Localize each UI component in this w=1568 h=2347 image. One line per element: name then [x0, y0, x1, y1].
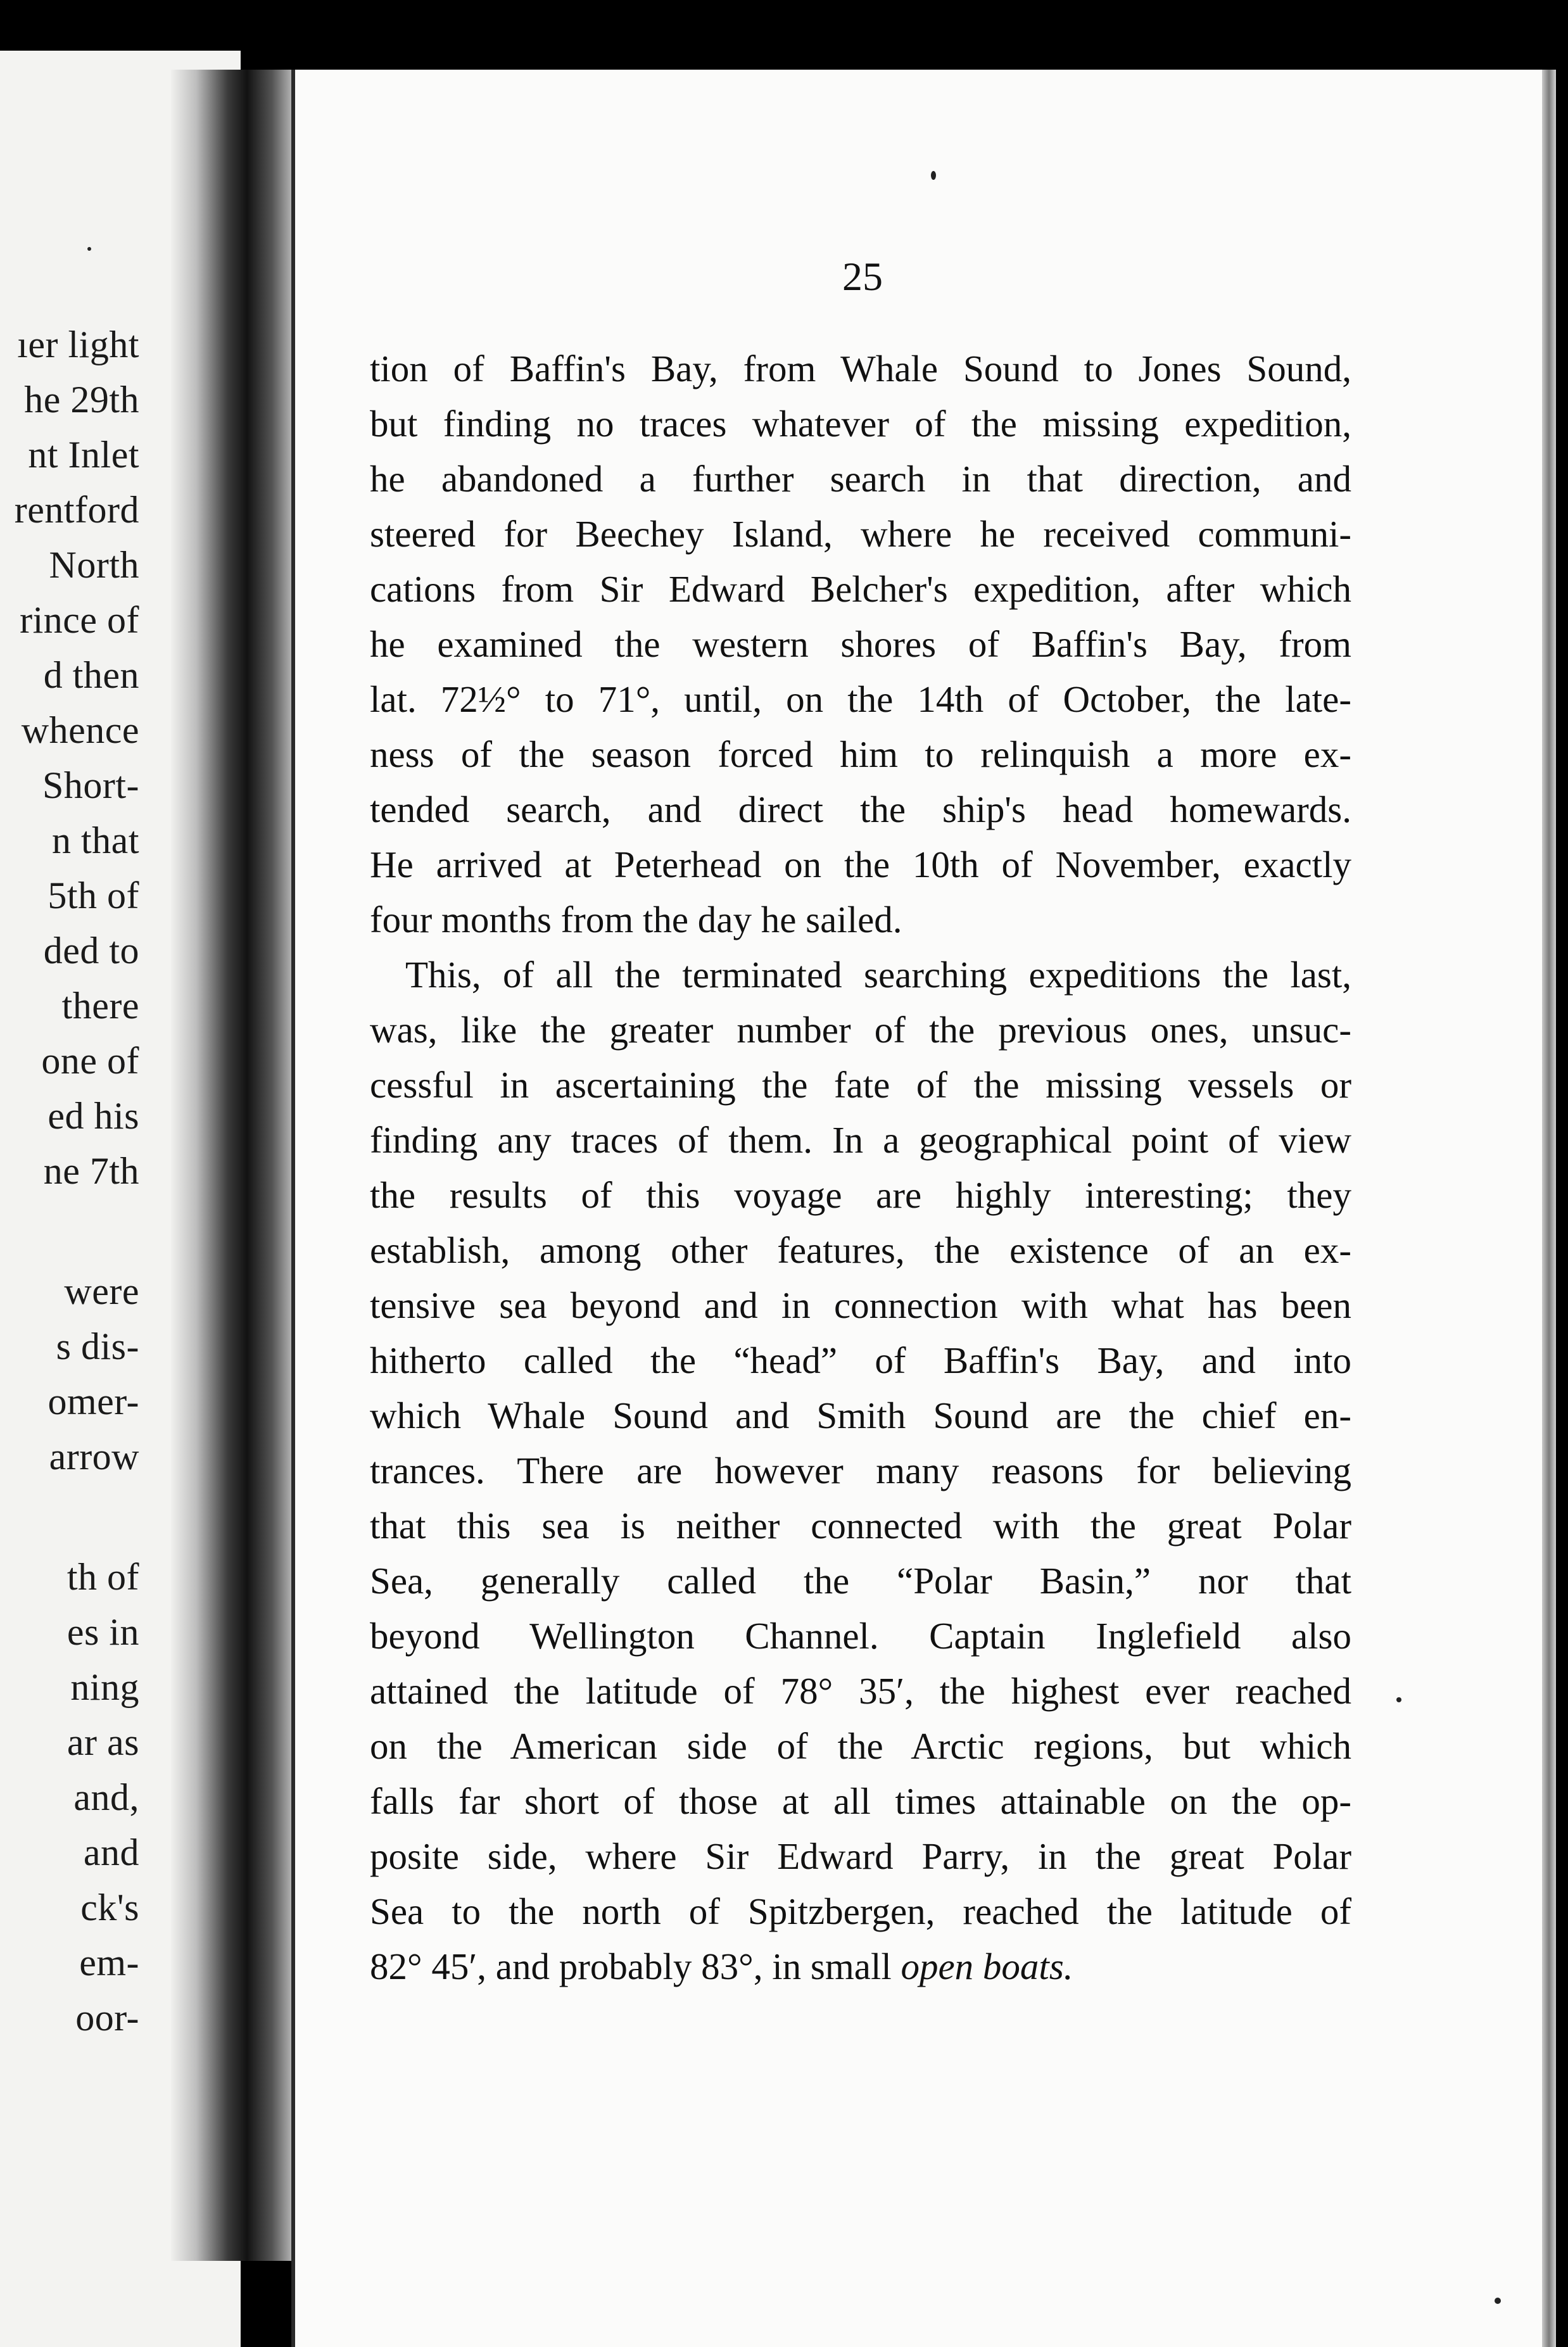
left-page-fragment: and,: [73, 1776, 139, 1818]
text-line: he abandoned a further search in that direction, and: [370, 458, 1351, 500]
text-line: which Whale Sound and Smith Sound are the chief en-: [370, 1395, 1351, 1436]
text-line: tion of Baffin's Bay, from Whale Sound to Jones Sound,: [370, 348, 1351, 389]
text-line: finding any traces of them. In a geographical point of view: [370, 1119, 1351, 1161]
text-line: posite side, where Sir Edward Parry, in the great Polar: [370, 1835, 1351, 1877]
text-line: Sea to the north of Spitzbergen, reached the latitude of: [370, 1890, 1351, 1932]
left-page-fragment: ar as: [66, 1721, 139, 1763]
left-page-fragment: arrow: [49, 1436, 139, 1477]
page-number: 25: [842, 254, 883, 299]
left-page-fragment: ıer light: [17, 324, 139, 365]
left-page-fragment: nt Inlet: [28, 434, 139, 476]
left-page-fragment: n that: [52, 819, 139, 861]
left-page-fragment: es in: [66, 1611, 139, 1653]
book-gutter: [171, 70, 298, 2261]
left-page-fragment: oor-: [75, 1997, 139, 2039]
text-line: was, like the greater number of the previous ones, unsuc-: [370, 1009, 1351, 1051]
text-line: but finding no traces whatever of the missing expedition,: [370, 403, 1351, 445]
text-line: lat. 72½° to 71°, until, on the 14th of October, the late-: [370, 678, 1351, 720]
left-page-fragment: North: [49, 544, 139, 586]
left-page-fragment: rince of: [20, 599, 139, 641]
text-line: attained the latitude of 78° 35′, the highest ever reached: [370, 1670, 1351, 1712]
text-line: ness of the season forced him to relinquish a more ex-: [370, 733, 1351, 775]
left-page-fragment: em-: [79, 1942, 139, 1983]
left-page-fragment: 5th of: [47, 875, 139, 916]
print-speck: [1495, 2298, 1501, 2304]
page-edge: [1542, 70, 1556, 2347]
text-line: establish, among other features, the existence of an ex-: [370, 1229, 1351, 1271]
left-page-fragment: omer-: [47, 1381, 139, 1422]
left-page-fragment: Short-: [42, 764, 139, 806]
final-text-line: [370, 1941, 1351, 1992]
left-page-fragment: and: [83, 1831, 139, 1873]
print-speck: [1396, 1697, 1401, 1702]
print-speck: [87, 247, 91, 251]
text-line: beyond Wellington Channel. Captain Inglefield also: [370, 1615, 1351, 1657]
text-line: trances. There are however many reasons for believing: [370, 1450, 1351, 1491]
text-line: falls far short of those at all times attainable on the op-: [370, 1780, 1351, 1822]
left-page-fragment: he 29th: [24, 379, 139, 421]
left-page-fragment: ck's: [80, 1887, 139, 1928]
left-page-fragment: ning: [70, 1666, 139, 1708]
left-page-fragment: ed his: [47, 1095, 139, 1137]
left-page-fragment: one of: [41, 1040, 139, 1082]
text-line: Sea, generally called the “Polar Basin,” nor that: [370, 1560, 1351, 1602]
text-line: This, of all the terminated searching expeditions the last,: [405, 954, 1351, 996]
left-page-fragment: ded to: [43, 930, 139, 971]
text-line: He arrived at Peterhead on the 10th of November, exactly: [370, 844, 1351, 885]
left-page-fragment: whence: [21, 709, 139, 751]
text-line: hitherto called the “head” of Baffin's Bay, and into: [370, 1339, 1351, 1381]
text-line: steered for Beechey Island, where he received communi-: [370, 513, 1351, 555]
print-speck: [931, 171, 936, 180]
left-page-fragment: s dis-: [56, 1325, 139, 1367]
text-line: he examined the western shores of Baffin's Bay, from: [370, 623, 1351, 665]
text-line: tended search, and direct the ship's head homewards.: [370, 788, 1351, 830]
text-line: cessful in ascertaining the fate of the missing vessels or: [370, 1064, 1351, 1106]
left-page-fragment: were: [64, 1270, 139, 1312]
text-line: on the American side of the Arctic regions, but which: [370, 1725, 1351, 1767]
text-line: that this sea is neither connected with the great Polar: [370, 1505, 1351, 1547]
left-page-fragment: there: [61, 985, 139, 1027]
left-page-fragment: ne 7th: [43, 1150, 139, 1192]
text-line: cations from Sir Edward Belcher's expedition, after which: [370, 568, 1351, 610]
final-line-text: 82° 45′, and probably 83°, in small: [370, 1945, 901, 1987]
left-page-fragment: th of: [66, 1556, 139, 1598]
text-line: four months from the day he sailed.: [370, 899, 902, 940]
text-line: tensive sea beyond and in connection with what has been: [370, 1284, 1351, 1326]
left-page-fragment: rentford: [14, 489, 139, 531]
italic-phrase: open boats.: [901, 1945, 1073, 1987]
left-page-fragment: d then: [43, 654, 139, 696]
text-line: the results of this voyage are highly interesting; they: [370, 1174, 1351, 1216]
